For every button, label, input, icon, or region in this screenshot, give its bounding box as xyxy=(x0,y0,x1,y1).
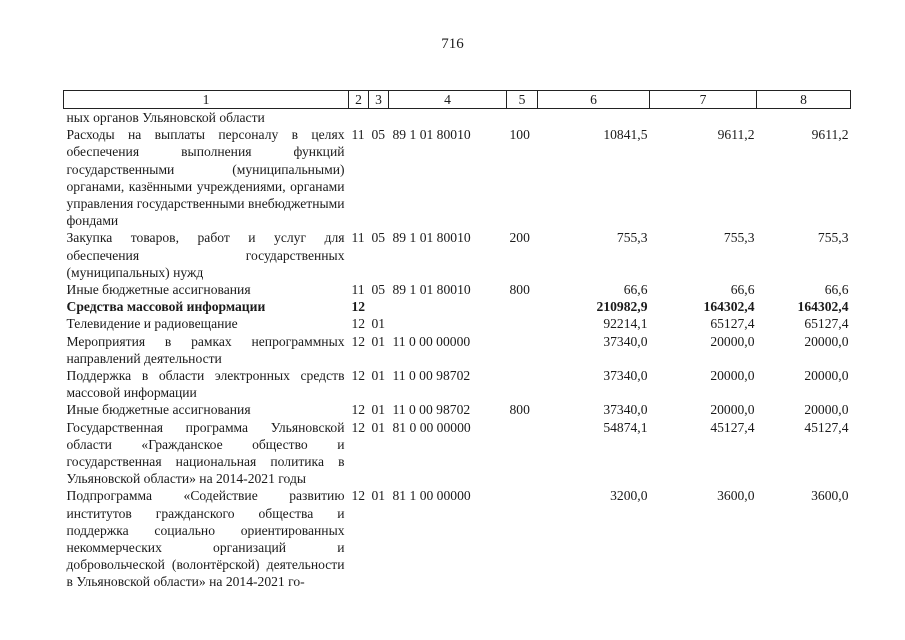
row-target-article xyxy=(389,315,507,332)
table-row xyxy=(64,298,851,315)
row-expense-type xyxy=(507,315,538,332)
row-target-article: 11 0 00 98702 xyxy=(392,402,471,418)
row-target-article: 89 1 01 80010 xyxy=(392,230,471,246)
row-amount-col7: 164302,4 xyxy=(703,299,755,315)
row-amount-col7: 755,3 xyxy=(723,230,755,246)
row-expense-type xyxy=(507,109,538,127)
row-amount-col8: 755,3 xyxy=(817,230,849,246)
row-amount-col6: 66,6 xyxy=(623,282,648,298)
row-amount-col6: 54874,1 xyxy=(603,419,648,435)
row-section: 12 xyxy=(351,299,366,315)
row-description: Подпрограмма «Содействие развитию институтов гражданского общества и поддержка социально ориентированных некоммерческих организаций и добровольческой (волонтёрской) деятельности в Ульяновской области» на 2014-2021 го- xyxy=(66,488,345,590)
row-section: 12 xyxy=(351,333,366,349)
row-amount-col8: 65127,4 xyxy=(804,316,849,332)
row-description: Иные бюджетные ассигнования xyxy=(66,282,251,298)
table-body xyxy=(64,91,851,591)
row-subsection: 01 xyxy=(371,488,386,504)
row-section: 11 xyxy=(351,127,365,143)
row-amount-col6: 37340,0 xyxy=(603,333,648,349)
row-section: 12 xyxy=(351,316,366,332)
row-amount-col8: 45127,4 xyxy=(804,419,849,435)
row-amount-col8: 3600,0 xyxy=(811,488,849,504)
row-amount-col6: 210982,9 xyxy=(596,299,648,315)
budget-table xyxy=(63,90,851,591)
row-target-article: 11 0 00 98702 xyxy=(392,368,471,384)
row-amount-col6: 10841,5 xyxy=(603,127,648,143)
table-row xyxy=(64,281,851,298)
row-expense-type xyxy=(507,487,538,590)
row-description: Поддержка в области электронных средств массовой информации xyxy=(66,368,345,401)
row-subsection: 05 xyxy=(371,127,386,143)
row-amount-col8 xyxy=(757,109,851,127)
row-amount-col6: 37340,0 xyxy=(603,368,648,384)
row-amount-col7: 20000,0 xyxy=(710,333,755,349)
row-expense-type xyxy=(507,333,538,367)
row-section xyxy=(349,109,369,127)
row-expense-type xyxy=(507,367,538,401)
row-section: 12 xyxy=(351,368,366,384)
table-row xyxy=(64,315,851,332)
row-section: 12 xyxy=(351,488,366,504)
column-header: 5 xyxy=(507,91,538,109)
row-amount-col7: 66,6 xyxy=(730,282,755,298)
row-amount-col7: 3600,0 xyxy=(717,488,755,504)
row-expense-type: 200 xyxy=(509,230,530,246)
row-description: ных органов Ульяновской области xyxy=(66,110,265,125)
row-subsection: 01 xyxy=(371,419,386,435)
row-section: 12 xyxy=(351,419,366,435)
row-amount-col7: 45127,4 xyxy=(710,419,755,435)
row-expense-type: 800 xyxy=(509,402,530,418)
row-amount-col8: 20000,0 xyxy=(804,402,849,418)
row-description: Мероприятия в рамках непрограммных направлений деятельности xyxy=(66,333,345,366)
row-subsection: 01 xyxy=(371,316,386,332)
column-header: 3 xyxy=(369,91,389,109)
table-row xyxy=(64,367,851,401)
row-amount-col7: 20000,0 xyxy=(710,368,755,384)
row-amount-col7: 9611,2 xyxy=(717,127,755,143)
row-subsection: 01 xyxy=(371,333,386,349)
row-target-article xyxy=(389,298,507,315)
row-target-article: 11 0 00 00000 xyxy=(392,333,471,349)
row-target-article: 81 0 00 00000 xyxy=(392,419,471,435)
row-description: Закупка товаров, работ и услуг для обеспечения государственных (муниципальных) нужд xyxy=(66,230,345,280)
table-row xyxy=(64,109,851,127)
row-expense-type xyxy=(507,419,538,488)
row-section: 11 xyxy=(351,230,365,246)
row-amount-col6: 3200,0 xyxy=(610,488,648,504)
row-amount-col8: 9611,2 xyxy=(811,127,849,143)
row-amount-col6: 92214,1 xyxy=(603,316,648,332)
row-description: Средства массовой информации xyxy=(66,299,266,315)
row-expense-type xyxy=(507,298,538,315)
row-amount-col7: 20000,0 xyxy=(710,402,755,418)
row-amount-col8: 20000,0 xyxy=(804,333,849,349)
row-description: Государственная программа Ульяновской области «Гражданское общество и государственная национальная политика в Ульяновской области» на 2014-2021 годы xyxy=(66,419,345,487)
row-subsection: 01 xyxy=(371,368,386,384)
table-row xyxy=(64,333,851,367)
row-amount-col7: 65127,4 xyxy=(710,316,755,332)
header-row xyxy=(64,91,851,109)
row-section: 11 xyxy=(351,282,365,298)
table-row xyxy=(64,229,851,281)
row-subsection: 05 xyxy=(371,230,386,246)
row-subsection: 05 xyxy=(371,282,386,298)
column-header: 2 xyxy=(349,91,369,109)
row-amount-col7 xyxy=(650,109,757,127)
column-header: 1 xyxy=(64,91,349,109)
row-subsection: 01 xyxy=(371,402,386,418)
row-subsection xyxy=(369,298,389,315)
table-row xyxy=(64,487,851,590)
row-description: Расходы на выплаты персоналу в целях обеспечения выполнения функций государственными (муниципальными) органами, казёнными учреждениями, органами управления государственными внебюджетными фондами xyxy=(66,127,345,229)
row-expense-type: 100 xyxy=(509,127,530,143)
row-amount-col6: 755,3 xyxy=(616,230,648,246)
row-amount-col8: 66,6 xyxy=(824,282,849,298)
page-number: 716 xyxy=(441,36,464,52)
row-amount-col8: 164302,4 xyxy=(797,299,849,315)
row-target-article xyxy=(389,109,507,127)
row-section: 12 xyxy=(351,402,366,418)
row-amount-col8: 20000,0 xyxy=(804,368,849,384)
row-target-article: 81 1 00 00000 xyxy=(392,488,471,504)
row-description: Иные бюджетные ассигнования xyxy=(66,402,251,418)
column-header: 7 xyxy=(650,91,757,109)
column-header: 8 xyxy=(757,91,851,109)
column-header: 6 xyxy=(538,91,650,109)
row-description: Телевидение и радиовещание xyxy=(66,316,238,332)
row-subsection xyxy=(369,109,389,127)
column-header: 4 xyxy=(389,91,507,109)
row-amount-col6 xyxy=(538,109,650,127)
table-row xyxy=(64,419,851,488)
row-target-article: 89 1 01 80010 xyxy=(392,127,471,143)
table-row xyxy=(64,126,851,229)
table-row xyxy=(64,401,851,418)
row-amount-col6: 37340,0 xyxy=(603,402,648,418)
row-target-article: 89 1 01 80010 xyxy=(392,282,471,298)
row-expense-type: 800 xyxy=(509,282,530,298)
